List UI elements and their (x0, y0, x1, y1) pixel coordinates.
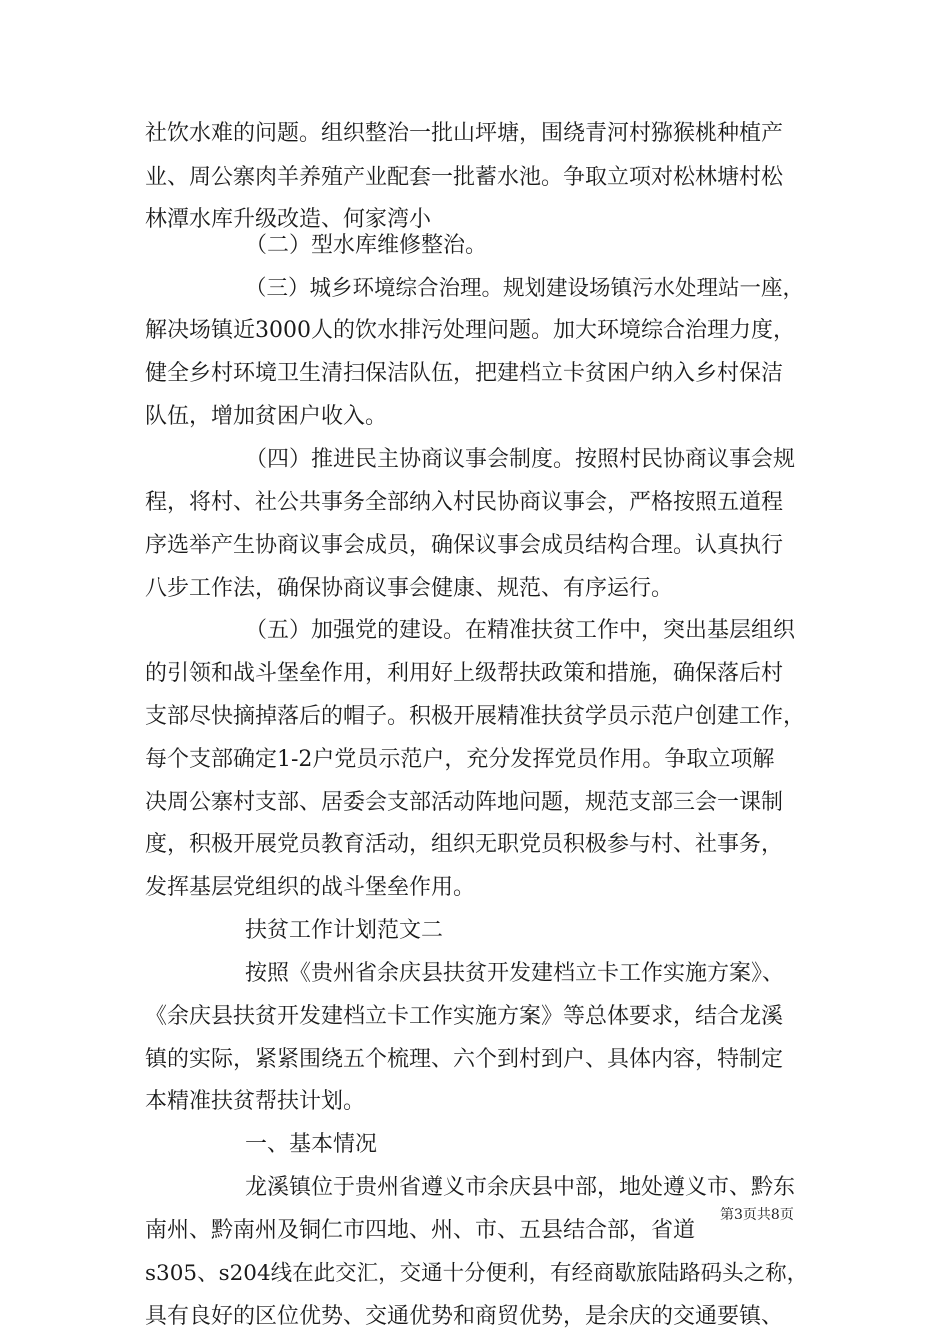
text-line: 南州、黔南州及铜仁市四地、州、市、五县结合部，省道 (145, 1218, 696, 1243)
text-line: 社饮水难的问题。组织整治一批山坪塘，围绕青河村猕猴桃种植产 (145, 121, 784, 146)
text-line: 发挥基层党组织的战斗堡垒作用。 (145, 875, 476, 900)
text-line: 具有良好的区位优势、交通优势和商贸优势，是余庆的交通要镇、 (145, 1304, 784, 1329)
text-line: 的引领和战斗堡垒作用，利用好上级帮扶政策和措施，确保落后村 (145, 661, 784, 686)
text-line: 队伍，增加贫困户收入。 (145, 404, 388, 429)
text-line: 支部尽快摘掉落后的帽子。积极开展精准扶贫学员示范户创建工作， (145, 704, 806, 729)
section-heading: 扶贫工作计划范文二 (245, 918, 444, 943)
text-line: 健全乡村环境卫生清扫保洁队伍，把建档立卡贫困户纳入乡村保洁 (145, 361, 784, 386)
page-number: 第3页共8页 (720, 1207, 794, 1223)
text-line: 每个支部确定1-2户党员示范户，充分发挥党员作用。争取立项解 (145, 747, 775, 772)
text-line: 决周公寨村支部、居委会支部活动阵地问题，规范支部三会一课制 (145, 790, 784, 815)
text-line: 本精准扶贫帮扶计划。 (145, 1089, 366, 1114)
text-line: （三）城乡环境综合治理。规划建设场镇污水处理站一座， (245, 276, 805, 301)
text-line: 龙溪镇位于贵州省遵义市余庆县中部，地处遵义市、黔东 (245, 1175, 796, 1200)
text-line: 八步工作法，确保协商议事会健康、规范、有序运行。 (145, 576, 674, 601)
text-line: （二）型水库维修整治。 (245, 233, 488, 258)
text-line: 按照《贵州省余庆县扶贫开发建档立卡工作实施方案》、 (245, 961, 785, 986)
text-line: 序选举产生协商议事会成员，确保议事会成员结构合理。认真执行 (145, 533, 784, 558)
text-line: 林潭水库升级改造、何家湾小 (145, 207, 432, 232)
text-line: 程，将村、社公共事务全部纳入村民协商议事会，严格按照五道程 (145, 490, 784, 515)
text-line: 解决场镇近3000人的饮水排污处理问题。加大环境综合治理力度， (145, 318, 795, 343)
text-line: 镇的实际，紧紧围绕五个梳理、六个到村到户、具体内容，特制定 (145, 1047, 784, 1072)
section-heading: 一、基本情况 (245, 1132, 378, 1157)
text-line: 《余庆县扶贫开发建档立卡工作实施方案》等总体要求，结合龙溪 (145, 1004, 784, 1029)
text-line: 度，积极开展党员教育活动，组织无职党员积极参与村、社事务， (145, 832, 784, 857)
text-line: （五）加强党的建设。在精准扶贫工作中，突出基层组织 (245, 618, 796, 643)
text-line: 业、周公寨肉羊养殖产业配套一批蓄水池。争取立项对松林塘村松 (145, 165, 784, 190)
text-line: （四）推进民主协商议事会制度。按照村民协商议事会规 (245, 447, 796, 472)
text-line: s305、s204线在此交汇，交通十分便利，有经商歇旅陆路码头之称， (145, 1261, 809, 1286)
